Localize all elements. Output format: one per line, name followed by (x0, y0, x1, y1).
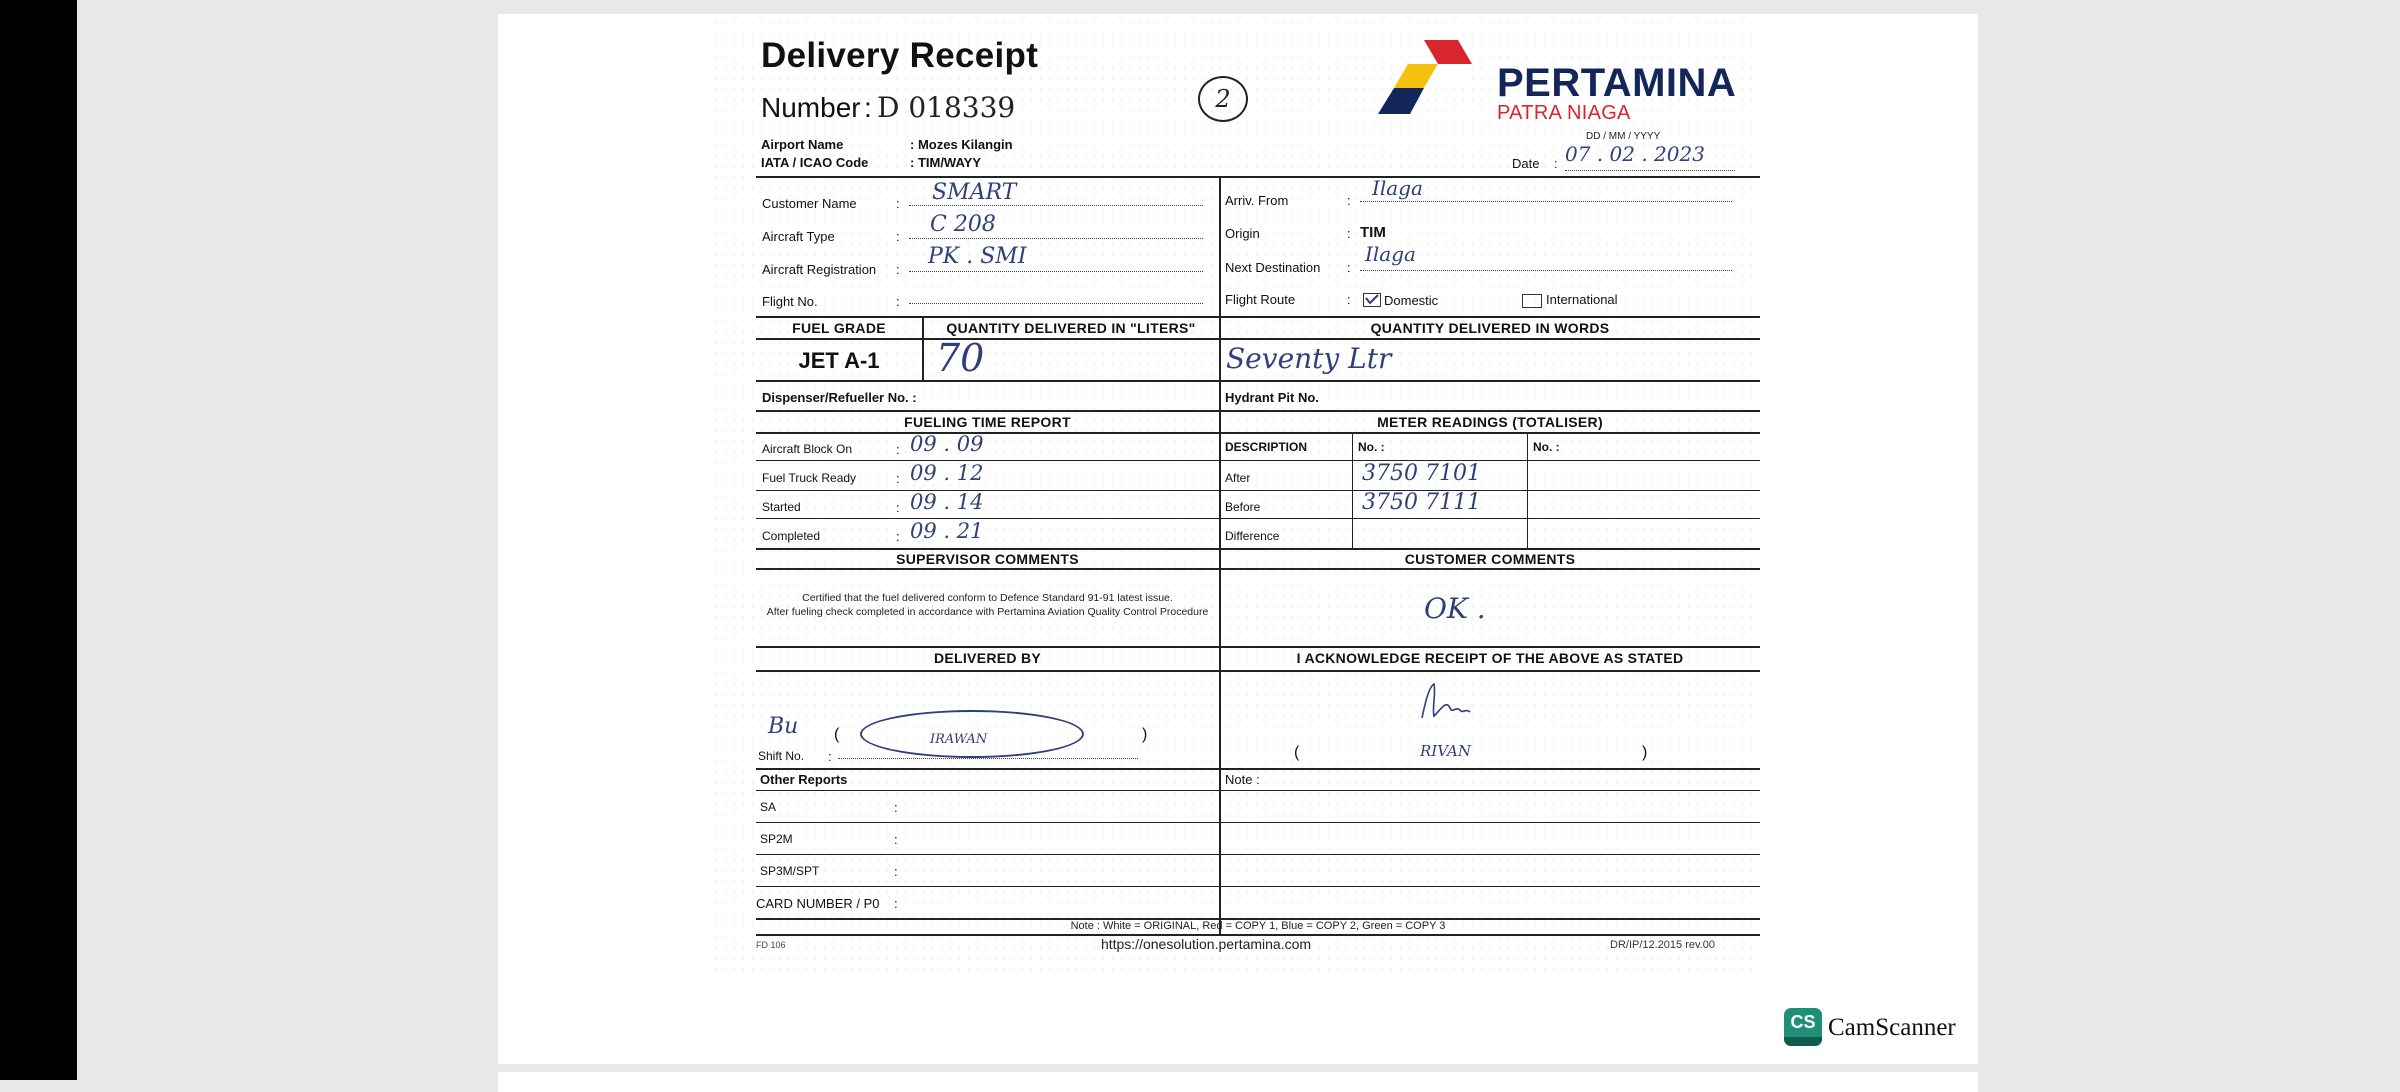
qty-liters-header: QUANTITY DELIVERED IN "LITERS" (946, 320, 1196, 336)
aircraft-registration-label: Aircraft Registration (762, 262, 877, 277)
date-label: Date (1512, 156, 1540, 171)
revision-code: DR/IP/12.2015 rev.00 (1610, 939, 1715, 951)
arriv-from-label: Arriv. From (1225, 193, 1289, 208)
flight-no-label: Flight No. (762, 294, 818, 309)
brand-name: PERTAMINA (1497, 61, 1737, 105)
difference-label: Difference (1225, 529, 1280, 543)
qty-liters-value: 70 (936, 336, 985, 380)
camscanner-brand: CamScanner (1828, 1014, 1956, 1041)
aircraft-type-value: C 208 (930, 212, 996, 237)
domestic-checkbox[interactable] (1363, 293, 1381, 307)
after-label: After (1225, 471, 1251, 485)
fueling-time-header: FUELING TIME REPORT (904, 414, 1071, 430)
airport-name-label: Airport Name (761, 137, 844, 152)
before-label: Before (1225, 500, 1261, 514)
started-label: Started (762, 500, 801, 514)
ack-signature-icon (1412, 678, 1482, 738)
date-format: DD / MM / YYYY (1586, 131, 1661, 142)
before-value: 3750 7111 (1362, 490, 1481, 515)
iata-value: : TIM/WAYY (910, 155, 982, 170)
viewer-left-bar (0, 0, 77, 1080)
receipt-title: Delivery Receipt (761, 36, 1039, 75)
circled-copy-mark: 2 (1198, 76, 1248, 122)
form-code: FD 106 (756, 940, 786, 950)
other-reports-label: Other Reports (760, 772, 848, 787)
description-header: DESCRIPTION (1225, 440, 1308, 454)
next-page-edge (498, 1072, 1978, 1092)
iata-label: IATA / ICAO Code (761, 155, 869, 170)
qty-words-header: QUANTITY DELIVERED IN WORDS (1370, 320, 1610, 336)
fuel-grade-header: FUEL GRADE (792, 320, 886, 336)
meter-readings-header: METER READINGS (TOTALISER) (1377, 414, 1603, 430)
delivery-receipt: Delivery Receipt Number : D 018339 2 PERTAMINA PATRA NIAGA Airport Name : Mozes Kilangin IATA / ICAO Code : TIM/WAYY DD / MM / YYYY Date : 07 . 02 . 2023 Customer Name : SMART Aircraft Type : C 208 Aircraft Registration : PK . SMI Flight No. : Arriv. From : Ilaga Origin : TIM Next Destination : Ilaga Flight Route : Domestic International FUEL GRADE QUANTITY DELIVERED IN "LITERS" QUANTITY DELIVERED IN WORDS JET A-1 70 Seventy Ltr Dispenser/Refueller No. : Hydrant Pit No. FUELING TIME REPORT METER READINGS (TOTALISER) Aircraft Block On : 09 . 09 Fuel Truck Ready : 09 . 12 Started : 09 . 14 Completed : 09 . 21 DESCRIPTION No. : No. : After 3750 7101 Before 3750 7111 Difference SUPERVISOR COMMENTS CUSTOMER COMMENTS Certified that the fuel delivered conform to Defence Standard 91-91 latest issue. After fueling check completed in accordance with Pertamina Aviation Quality Control Procedure OK . DELIVERED BY I ACKNOWLEDGE RECEIPT OF THE ABOVE AS STATED Bu ( IRAWAN ) Shift No. : ( RIVAN ) Other Reports Note : SA : SP2M : SP3M/SPT : CARD NUMBER / P0 : Note : White = ORIGINAL, Red = COPY 1, Blue = COPY 2, Green = COPY 3 FD 106 https://onesolution.pertamina.com DR/IP/12.2015 rev.00 (712, 18, 1760, 980)
note-label: Note : (1225, 772, 1260, 787)
arriv-from-value: Ilaga (1372, 176, 1423, 200)
table-top-rule (756, 176, 1760, 178)
certified-line-2: After fueling check completed in accordance with Pertamina Aviation Quality Control Procedure (766, 606, 1209, 618)
started-value: 09 . 14 (910, 490, 984, 514)
airport-name-value: : Mozes Kilangin (910, 137, 1013, 152)
completed-value: 09 . 21 (910, 519, 984, 543)
customer-name-label: Customer Name (762, 196, 857, 211)
origin-value: TIM (1360, 224, 1386, 241)
checkmark-icon (1364, 294, 1380, 306)
shift-no-label: Shift No. (758, 749, 805, 763)
meter-no-header-1: No. : (1358, 440, 1385, 454)
acknowledge-header: I ACKNOWLEDGE RECEIPT OF THE ABOVE AS STATED (1296, 650, 1684, 666)
sp3m-label: SP3M/SPT (760, 864, 820, 878)
ack-name: RIVAN (1420, 742, 1471, 760)
supervisor-comments-header: SUPERVISOR COMMENTS (896, 551, 1079, 567)
origin-label: Origin (1225, 226, 1260, 241)
hydrant-label: Hydrant Pit No. (1225, 390, 1319, 405)
truck-ready-label: Fuel Truck Ready (762, 471, 857, 485)
delivered-by-name: IRAWAN (930, 732, 988, 747)
aircraft-registration-value: PK . SMI (928, 244, 1027, 269)
website-link[interactable]: https://onesolution.pertamina.com (1100, 936, 1312, 952)
next-destination-label: Next Destination (1225, 260, 1321, 275)
aircraft-type-label: Aircraft Type (762, 229, 835, 244)
international-label: International (1546, 292, 1618, 307)
sp2m-label: SP2M (760, 832, 793, 846)
customer-name-value: SMART (932, 180, 1017, 205)
pertamina-logo-icon (1374, 38, 1478, 120)
customer-comments-header: CUSTOMER COMMENTS (1404, 551, 1576, 567)
international-checkbox[interactable] (1522, 294, 1542, 308)
number-sep: : (864, 92, 872, 123)
certified-line-1: Certified that the fuel delivered conform to Defence Standard 91-91 latest issue. (802, 592, 1173, 604)
date-value: 07 . 02 . 2023 (1565, 142, 1705, 166)
domestic-label: Domestic (1384, 293, 1439, 308)
brand-sub: PATRA NIAGA (1497, 102, 1631, 124)
customer-comment-value: OK . (1424, 592, 1486, 625)
sa-label: SA (760, 800, 777, 814)
camscanner-logo-icon: CS (1784, 1008, 1822, 1046)
receipt-number: D 018339 (877, 91, 1016, 124)
card-number-label: CARD NUMBER / P0 (756, 896, 880, 911)
after-value: 3750 7101 (1362, 461, 1481, 486)
qty-words-value: Seventy Ltr (1226, 342, 1392, 375)
block-on-value: 09 . 09 (910, 432, 984, 456)
meter-no-header-2: No. : (1533, 440, 1560, 454)
delivered-by-signature: Bu (768, 714, 799, 739)
block-on-label: Aircraft Block On (762, 442, 853, 456)
number-label: Number (761, 92, 861, 123)
flight-route-label: Flight Route (1225, 292, 1296, 307)
truck-ready-value: 09 . 12 (910, 461, 984, 485)
dispenser-label: Dispenser/Refueller No. : (762, 390, 917, 405)
completed-label: Completed (762, 529, 821, 543)
fuel-grade-value: JET A-1 (798, 348, 880, 373)
next-destination-value: Ilaga (1365, 242, 1416, 266)
delivered-by-header: DELIVERED BY (933, 650, 1042, 666)
copy-color-note: Note : White = ORIGINAL, Red = COPY 1, Blue = COPY 2, Green = COPY 3 (1070, 920, 1446, 932)
